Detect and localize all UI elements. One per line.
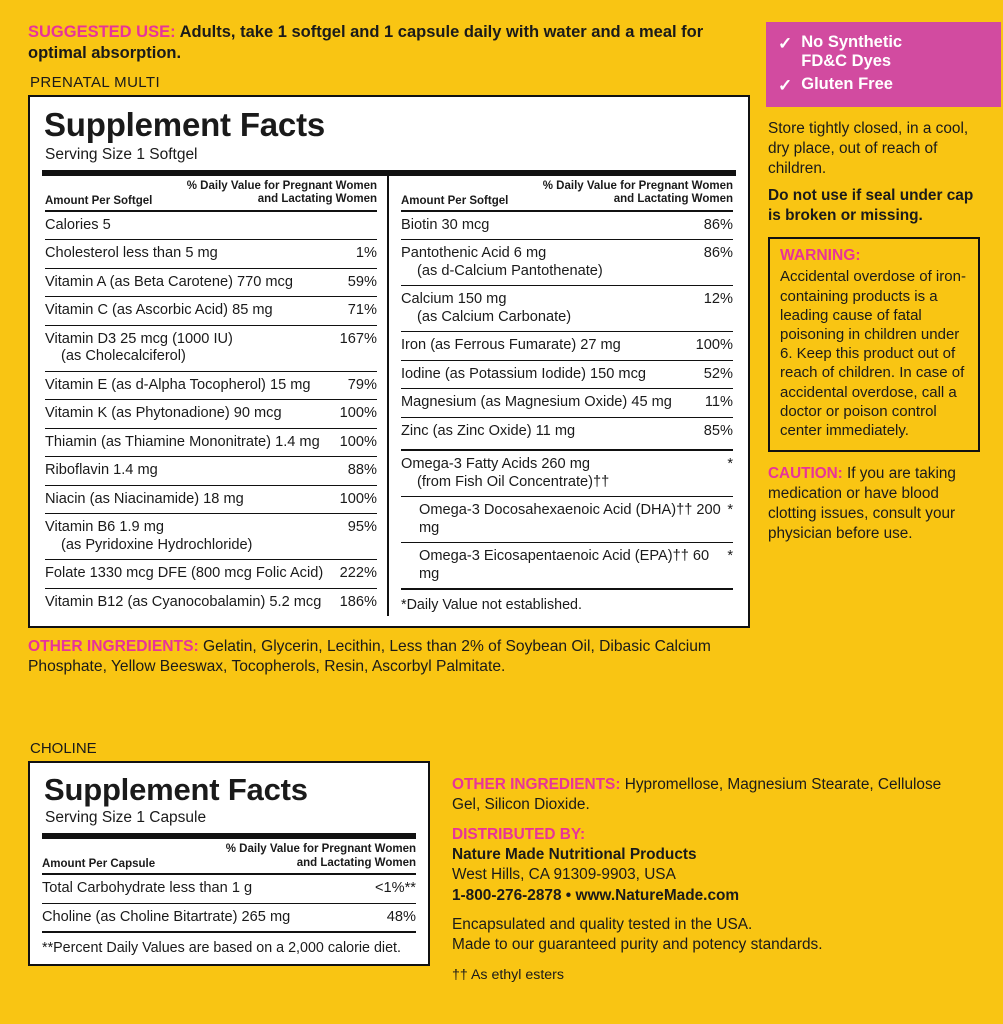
- table-row: [401, 211, 733, 240]
- prenatal-left-header: [45, 176, 377, 210]
- table-row: [45, 457, 377, 486]
- nutrient-name: Vitamin K (as Phytonadione) 90 mcg: [45, 400, 334, 429]
- table-row: [401, 332, 733, 361]
- choline-dv-header: % Daily Value for Pregnant Women and Lactating Women: [225, 843, 416, 869]
- nutrient-dv: 86%: [690, 211, 733, 240]
- table-row: [401, 389, 733, 418]
- prenatal-right-amount-header: Amount Per Softgel: [401, 194, 509, 207]
- nutrient-dv: 186%: [334, 588, 377, 616]
- suggested-use-label: SUGGESTED USE:: [28, 23, 176, 41]
- suggested-use-text: Adults, take 1 softgel and 1 capsule daily with water and a meal for optimal absorption.: [28, 23, 704, 63]
- caution-text: If you are taking medication or have blood clotting issues, consult your physician before use.: [768, 465, 956, 542]
- prenatal-panel-title: PRENATAL MULTI: [30, 74, 161, 92]
- seal-warning-text: Do not use if seal under cap is broken or missing.: [768, 187, 974, 225]
- nutrient-name: Vitamin B12 (as Cyanocobalamin) 5.2 mcg: [45, 588, 334, 616]
- nutrient-name: Omega-3 Fatty Acids 260 mg (from Fish Oil Concentrate)††: [401, 450, 721, 497]
- nutrient-name: Folate 1330 mcg DFE (800 mcg Folic Acid): [45, 560, 334, 589]
- nutrient-dv: 12%: [690, 286, 733, 332]
- warning-box: [768, 237, 980, 452]
- nutrient-name: Cholesterol less than 5 mg: [45, 240, 334, 269]
- nutrient-dv: 48%: [369, 903, 416, 931]
- table-row: [401, 450, 733, 497]
- table-row: [42, 903, 416, 931]
- nutrient-name: Niacin (as Niacinamide) 18 mg: [45, 485, 334, 514]
- nutrient-name: Vitamin D3 25 mcg (1000 IU) (as Cholecalciferol): [45, 325, 334, 371]
- choline-header: [42, 839, 416, 873]
- table-row: [45, 588, 377, 616]
- storage-text: Store tightly closed, in a cool, dry place, out of reach of children.: [768, 120, 969, 178]
- nutrient-name: Riboflavin 1.4 mg: [45, 457, 334, 486]
- prenatal-column-right: [389, 176, 736, 617]
- nutrient-dv: 79%: [334, 371, 377, 400]
- choline-table: [42, 873, 416, 931]
- nutrient-name: Magnesium (as Magnesium Oxide) 45 mg: [401, 389, 690, 418]
- warning-title: WARNING:: [780, 247, 861, 265]
- nutrient-name: Vitamin A (as Beta Carotene) 770 mcg: [45, 268, 334, 297]
- warning-body: Accidental overdose of iron-containing products is a leading cause of fatal poisoning in children under 6. Keep this product out of reach of children. In case of accidental overdose, call a doctor or poison control center immediately.: [780, 268, 966, 439]
- prenatal-left-amount-header: Amount Per Softgel: [45, 194, 153, 207]
- table-row: [45, 485, 377, 514]
- table-row: [45, 428, 377, 457]
- storage-instructions: [768, 119, 980, 226]
- table-row: [45, 268, 377, 297]
- nutrient-dv: *: [721, 450, 733, 497]
- nutrient-name: Thiamin (as Thiamine Mononitrate) 1.4 mg: [45, 428, 334, 457]
- claim-gluten-free: [778, 75, 991, 94]
- table-row: [45, 400, 377, 429]
- nutrient-dv: <1%**: [369, 874, 416, 903]
- other-ingredients-text: Hypromellose, Magnesium Stearate, Cellulose Gel, Silicon Dioxide.: [452, 776, 942, 814]
- nutrient-name: Zinc (as Zinc Oxide) 11 mg: [401, 417, 690, 445]
- prenatal-supplement-facts-panel: [28, 95, 750, 628]
- prenatal-left-table: [45, 210, 377, 617]
- table-row: [42, 874, 416, 903]
- table-row: [401, 360, 733, 389]
- other-ingredients-label: OTHER INGREDIENTS:: [28, 638, 199, 656]
- check-icon: ✓: [778, 34, 793, 53]
- table-row: [45, 325, 377, 371]
- table-row: [45, 240, 377, 269]
- nutrient-dv: *: [721, 543, 733, 589]
- choline-other-ingredients: [452, 775, 962, 816]
- suggested-use: [28, 22, 750, 64]
- nutrient-dv: 222%: [334, 560, 377, 589]
- nutrient-dv: 167%: [334, 325, 377, 371]
- contact-info[interactable]: 1-800-276-2878 • www.NatureMade.com: [452, 886, 740, 904]
- prenatal-serving-size: Serving Size 1 Softgel: [45, 145, 198, 163]
- nutrient-dv: 100%: [334, 485, 377, 514]
- table-row: [401, 240, 733, 286]
- claim-no-synthetic-dyes: [778, 33, 991, 72]
- other-ingredients-label: OTHER INGREDIENTS:: [452, 776, 621, 793]
- nutrient-dv: 88%: [334, 457, 377, 486]
- caution-block: [768, 464, 980, 544]
- nutrient-dv: 86%: [690, 240, 733, 286]
- distributed-by-label: DISTRIBUTED BY:: [452, 825, 586, 843]
- quality-statement: Encapsulated and quality tested in the USA. Made to our guaranteed purity and potency standards.: [452, 915, 823, 954]
- choline-serving-size: Serving Size 1 Capsule: [45, 809, 207, 827]
- nutrient-name: Total Carbohydrate less than 1 g: [42, 874, 369, 903]
- nutrient-dv: 100%: [334, 400, 377, 429]
- table-row: [45, 297, 377, 326]
- nutrient-name: Omega-3 Eicosapentaenoic Acid (EPA)†† 60 mg: [401, 543, 721, 589]
- distributor-address: West Hills, CA 91309-9903, USA: [452, 866, 676, 884]
- nutrient-name: Biotin 30 mcg: [401, 211, 690, 240]
- nutrient-name: Omega-3 Docosahexaenoic Acid (DHA)†† 200 mg: [401, 497, 721, 543]
- nutrient-name: Iodine (as Potassium Iodide) 150 mcg: [401, 360, 690, 389]
- choline-amount-header: Amount Per Capsule: [42, 858, 156, 871]
- nutrient-dv: 11%: [690, 389, 733, 418]
- table-row: [401, 417, 733, 445]
- choline-supplement-facts-panel: [28, 761, 430, 966]
- table-row: [45, 560, 377, 589]
- prenatal-column-left: [42, 176, 389, 617]
- table-row: [401, 543, 733, 589]
- choline-right-text-block: [452, 761, 962, 984]
- nutrient-dv: *: [721, 497, 733, 543]
- prenatal-right-table: [401, 210, 733, 446]
- prenatal-columns: [42, 176, 736, 617]
- table-row: [401, 497, 733, 543]
- nutrient-name: Vitamin C (as Ascorbic Acid) 85 mg: [45, 297, 334, 326]
- table-row: [45, 371, 377, 400]
- prenatal-right-dv-header: % Daily Value for Pregnant Women and Lactating Women: [542, 179, 733, 206]
- nutrient-name: Vitamin E (as d-Alpha Tocopherol) 15 mg: [45, 371, 334, 400]
- nutrient-dv: 59%: [334, 268, 377, 297]
- nutrient-dv: 85%: [690, 417, 733, 445]
- nutrient-name: Vitamin B6 1.9 mg (as Pyridoxine Hydrochloride): [45, 514, 334, 560]
- prenatal-other-ingredients: [28, 637, 750, 678]
- prenatal-omega-table: [401, 449, 733, 588]
- nutrient-name: Calcium 150 mg (as Calcium Carbonate): [401, 286, 690, 332]
- prenatal-right-header: [401, 176, 733, 210]
- claims-badge: [766, 22, 1001, 107]
- nutrient-dv: 52%: [690, 360, 733, 389]
- claim-label: No Synthetic FD&C Dyes: [801, 33, 903, 71]
- prenatal-footnote: *Daily Value not established.: [401, 588, 733, 613]
- choline-footnote: **Percent Daily Values are based on a 2,000 calorie diet.: [42, 931, 416, 956]
- nutrient-dv: [334, 211, 377, 240]
- left-column: [28, 22, 750, 678]
- ethyl-esters-note: †† As ethyl esters: [452, 966, 564, 983]
- table-row: [401, 286, 733, 332]
- choline-facts-title: Supplement Facts: [44, 772, 308, 807]
- other-ingredients-text: Gelatin, Glycerin, Lecithin, Less than 2% of Soybean Oil, Dibasic Calcium Phosphate, Yellow Beeswax, Tocopherols, Resin, Ascorbyl Palmitate.: [28, 638, 711, 676]
- table-row: [45, 514, 377, 560]
- choline-panel-title: CHOLINE: [30, 740, 97, 757]
- nutrient-dv: 100%: [690, 332, 733, 361]
- right-sidebar: [768, 22, 980, 544]
- nutrient-dv: 71%: [334, 297, 377, 326]
- table-row: [45, 211, 377, 240]
- distributor-name: Nature Made Nutritional Products: [452, 845, 697, 863]
- caution-label: CAUTION:: [768, 465, 843, 483]
- distributed-by-block: [452, 825, 962, 906]
- choline-section: [28, 740, 988, 984]
- check-icon: ✓: [778, 75, 793, 95]
- nutrient-dv: 100%: [334, 428, 377, 457]
- nutrient-name: Pantothenic Acid 6 mg (as d-Calcium Pantothenate): [401, 240, 690, 286]
- nutrient-name: Choline (as Choline Bitartrate) 265 mg: [42, 903, 369, 931]
- nutrient-dv: 95%: [334, 514, 377, 560]
- prenatal-facts-title: Supplement Facts: [44, 106, 326, 144]
- claim-label: Gluten Free: [801, 74, 893, 93]
- nutrient-name: Calories 5: [45, 211, 334, 240]
- nutrient-dv: 1%: [334, 240, 377, 269]
- nutrient-name: Iron (as Ferrous Fumarate) 27 mg: [401, 332, 690, 361]
- prenatal-left-dv-header: % Daily Value for Pregnant Women and Lactating Women: [186, 179, 377, 206]
